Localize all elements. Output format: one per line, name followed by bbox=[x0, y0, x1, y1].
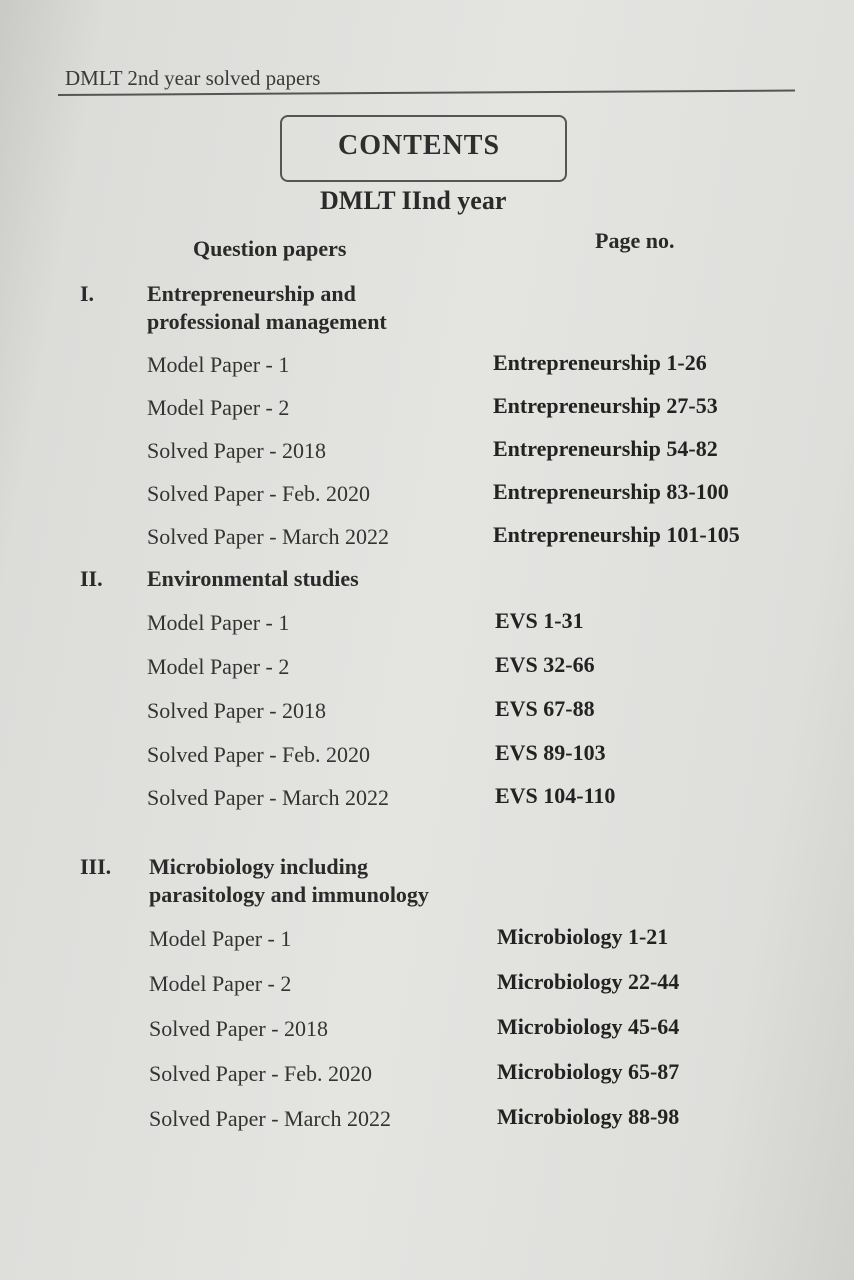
section-title: Environmental studies bbox=[147, 566, 359, 591]
entry-paper-name: Model Paper - 1 bbox=[149, 926, 292, 951]
entry-page-range: Microbiology 22-44 bbox=[497, 969, 680, 994]
entry-paper-name: Model Paper - 2 bbox=[147, 654, 290, 679]
entry-page-range: Microbiology 88-98 bbox=[497, 1104, 680, 1129]
entry-paper-name: Solved Paper - Feb. 2020 bbox=[147, 742, 371, 767]
section-title: parasitology and immunology bbox=[149, 882, 429, 907]
section-numeral: II. bbox=[80, 566, 103, 591]
entry-paper-name: Solved Paper - Feb. 2020 bbox=[149, 1061, 373, 1086]
entry-paper-name: Model Paper - 2 bbox=[149, 971, 292, 996]
subtitle: DMLT IInd year bbox=[320, 186, 507, 215]
entry-page-range: Microbiology 1-21 bbox=[497, 924, 669, 949]
entry-page-range: EVS 32-66 bbox=[495, 652, 595, 677]
column-header-question-papers: Question papers bbox=[193, 236, 347, 261]
entry-page-range: Microbiology 65-87 bbox=[497, 1059, 680, 1084]
entry-page-range: EVS 89-103 bbox=[495, 740, 606, 765]
section-numeral: I. bbox=[80, 281, 95, 306]
entry-paper-name: Solved Paper - March 2022 bbox=[149, 1106, 391, 1131]
entry-page-range: EVS 1-31 bbox=[495, 608, 584, 633]
entry-paper-name: Solved Paper - 2018 bbox=[147, 698, 327, 723]
entry-paper-name: Model Paper - 1 bbox=[147, 352, 290, 377]
entry-page-range: Entrepreneurship 27-53 bbox=[493, 393, 718, 418]
running-header: DMLT 2nd year solved papers bbox=[65, 66, 321, 90]
column-header-page-no: Page no. bbox=[595, 228, 675, 253]
entry-page-range: Microbiology 45-64 bbox=[497, 1014, 680, 1039]
entry-paper-name: Solved Paper - Feb. 2020 bbox=[147, 481, 371, 506]
section-title: professional management bbox=[147, 309, 387, 334]
section-title: Entrepreneurship and bbox=[147, 281, 356, 306]
entry-paper-name: Solved Paper - March 2022 bbox=[147, 524, 389, 549]
entry-paper-name: Solved Paper - March 2022 bbox=[147, 785, 389, 810]
entry-page-range: EVS 104-110 bbox=[495, 783, 616, 808]
section-title: Microbiology including bbox=[149, 854, 369, 879]
entry-paper-name: Model Paper - 2 bbox=[147, 395, 290, 420]
entry-page-range: Entrepreneurship 101-105 bbox=[493, 522, 740, 547]
entry-page-range: Entrepreneurship 1-26 bbox=[493, 350, 707, 375]
entry-page-range: Entrepreneurship 83-100 bbox=[493, 479, 729, 504]
entry-page-range: Entrepreneurship 54-82 bbox=[493, 436, 718, 461]
entry-paper-name: Solved Paper - 2018 bbox=[149, 1016, 329, 1041]
entry-page-range: EVS 67-88 bbox=[495, 696, 595, 721]
contents-title: CONTENTS bbox=[338, 130, 501, 161]
entry-paper-name: Solved Paper - 2018 bbox=[147, 438, 327, 463]
section-numeral: III. bbox=[80, 854, 112, 879]
entry-paper-name: Model Paper - 1 bbox=[147, 610, 290, 635]
